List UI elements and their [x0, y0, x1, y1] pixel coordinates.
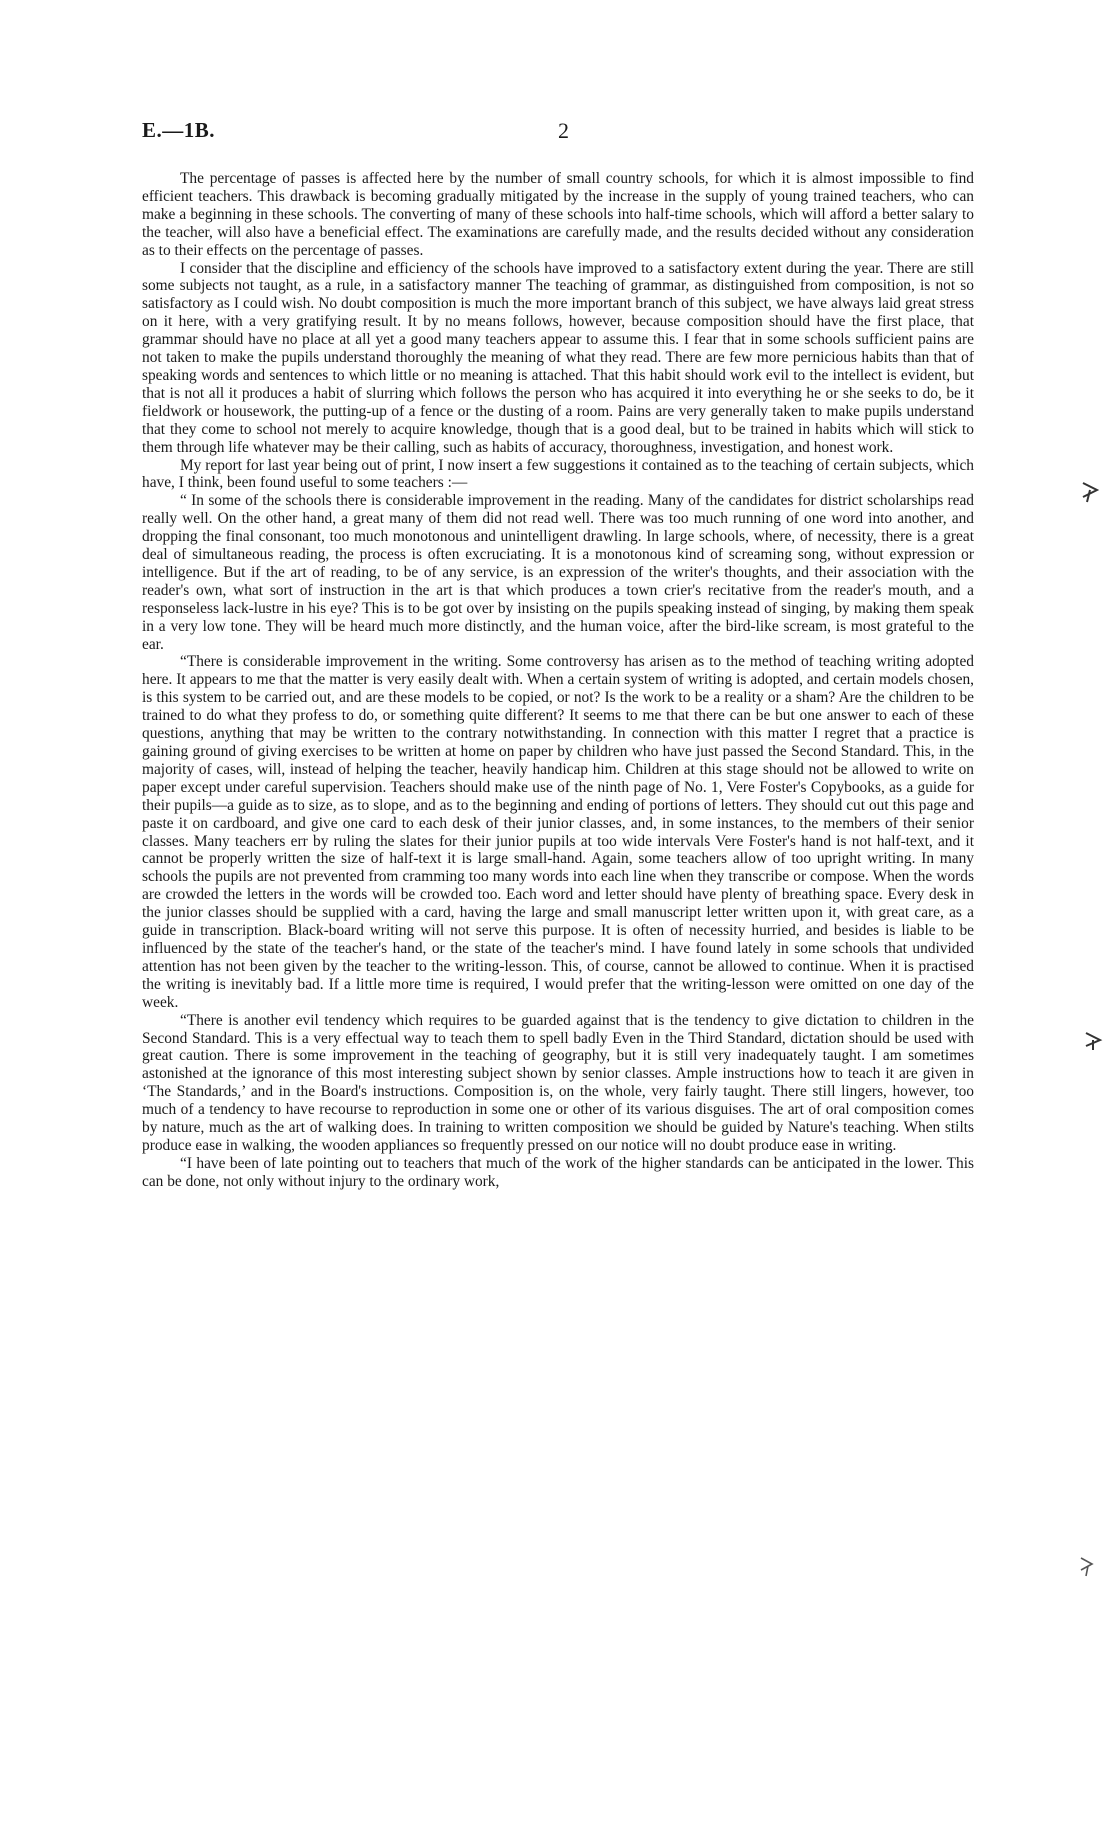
margin-mark-middle: [1086, 1033, 1100, 1050]
document-reference: E.—1B.: [142, 118, 216, 142]
page-number: 2: [558, 118, 569, 143]
paragraph-writing: “There is considerable improvement in the writing. Some controversy has arisen as to the method of teaching writing adopted here. It appears to me that the matter is very easily dealt with. When a certain system of writing is adopted, and certain models chosen, is this system to be carried out, and are these models to be copied, or not? Is the work to be a reality or a sham? Are the children to be trained to do what they profess to do, or something quite different? It seems to me that there can be but one answer to each of these questions, anything that may be written to the contrary notwithstanding. In connection with this matter I regret that a practice is gaining ground of giving exercises to be written at home on paper by children who have just passed the Second Standard. This, in the majority of cases, will, instead of helping the teacher, heavily handicap him. Children at this stage should not be allowed to write on paper except under careful supervision. Teachers should make use of the ninth page of No. 1, Vere Foster's Copybooks, as a guide for their pupils—a guide as to size, as to slope, and as to the beginning and ending of portions of letters. They should cut out this page and paste it on cardboard, and give one card to each desk of their junior classes, and, in some instances, to the members of their senior classes. Many teachers err by ruling the slates for their junior pupils at too wide intervals Vere Foster's hand is not half-text, and it cannot be properly written the size of half-text it is large small-hand. Again, some teachers allow of too upright writing. In many schools the pupils are not prevented from cramming too many words into each line when they transcribe or compose. When the words are crowded the letters in the words will be crowded too. Each word and letter should have plenty of breathing space. Every desk in the junior classes should be supplied with a card, having the large and small manuscript letter written upon it, with great care, as a guide in transcription. Black-board writing will not serve this purpose. It is often of necessity hurried, and besides is liable to be influenced by the state of the teacher's hand, or the state of the teacher's mind. I have found lately in some schools that undivided attention has not been given by the teacher to the writing-lesson. This, of course, cannot be allowed to continue. When it is practised the writing is inevitably bad. If a little more time is required, I would prefer that the writing-lesson were omitted on one day of the week.: [142, 653, 974, 1011]
body-text: [142, 170, 974, 1191]
page-header: [142, 118, 972, 148]
paragraph-discipline: I consider that the discipline and efficiency of the schools have improved to a satisfactory extent during the year. There are still some subjects not taught, as a rule, in a satisfactory manner The teaching of grammar, as distinguished from composition, is not so satisfactory as I could wish. No doubt composition is much the more important branch of this subject, we have always laid great stress on it here, with a very gratifying result. It by no means follows, however, because composition should have the first place, that grammar should have no place at all yet a good many teachers appear to assume this. I fear that in some schools sufficient pains are not taken to make the pupils understand thoroughly the meaning of what they read. There are few more pernicious habits than that of speaking words and sentences to which little or no meaning is attached. That this habit should work evil to the intellect is evident, but that is not all it produces a habit of slurring which follows the person who has acquired it into everything he or she seeks to do, be it fieldwork or housework, the putting-up of a fence or the dusting of a room. Pains are very generally taken to make pupils understand that they come to school not merely to acquire knowledge, though that is a good deal, but to be trained in habits which will stick to them through life whatever may be their calling, such as habits of accuracy, thoroughness, investigation, and honest work.: [142, 259, 974, 456]
margin-mark-top: [1083, 483, 1097, 502]
paragraph-report-intro: My report for last year being out of print, I now insert a few suggestions it contained as to the teaching of certain subjects, which have, I think, been found useful to some teachers :—: [142, 456, 974, 492]
paragraph-reading: “ In some of the schools there is considerable improvement in the reading. Many of the candidates for district scholarships read really well. On the other hand, a great many of them did not read well. There was too much running of one word into another, and dropping the final consonant, too much monotonous and unintelligent drawling. In large schools, where, of necessity, there is a great deal of simultaneous reading, the process is often excruciating. It is a monotonous kind of screaming song, without expression or intelligence. But if the art of reading, to be of any service, is an expression of the writer's thoughts, and their association with the reader's own, what sort of instruction in the art is that which produces a town crier's recitative from the reader's mouth, and a responseless lack-lustre in his eye? This is to be got over by insisting on the pupils speaking instead of singing, by making them speak in a very low tone. They will be heard much more distinctly, and the human voice, after the bird-like scream, is most grateful to the ear.: [142, 492, 974, 653]
margin-mark-bottom: [1081, 1558, 1092, 1576]
paragraph-dictation: “There is another evil tendency which requires to be guarded against that is the tendency to give dictation to children in the Second Standard. This is a very effectual way to teach them to spell badly Even in the Third Standard, dictation should be used with great caution. There is some improvement in the teaching of geography, but it is still very inadequately taught. I am sometimes astonished at the ignorance of this most interesting subject shown by senior classes. Ample instructions how to teach it are given in ‘The Standards,’ and in the Board's instructions. Composition is, on the whole, very fairly taught. There still lingers, however, too much of a tendency to have recourse to reproduction in some one or other of its various disguises. The art of oral composition comes by nature, much as the art of walking does. In training to written composition we should be guided by Nature's teaching. When stilts produce ease in walking, the wooden appliances so frequently pressed on our notice will no doubt produce ease in writing.: [142, 1011, 974, 1154]
paragraph-passes: The percentage of passes is affected here by the number of small country schools, for which it is almost impossible to find efficient teachers. This drawback is becoming gradually mitigated by the increase in the supply of young trained teachers, who can make a beginning in these schools. The converting of many of these schools into half-time schools, which will afford a better salary to the teacher, will also have a beneficial effect. The examinations are carefully made, and the results decided without any consideration as to their effects on the percentage of passes.: [142, 170, 974, 259]
paragraph-higher-standards: “I have been of late pointing out to teachers that much of the work of the higher standards can be anticipated in the lower. This can be done, not only without injury to the ordinary work,: [142, 1154, 974, 1190]
